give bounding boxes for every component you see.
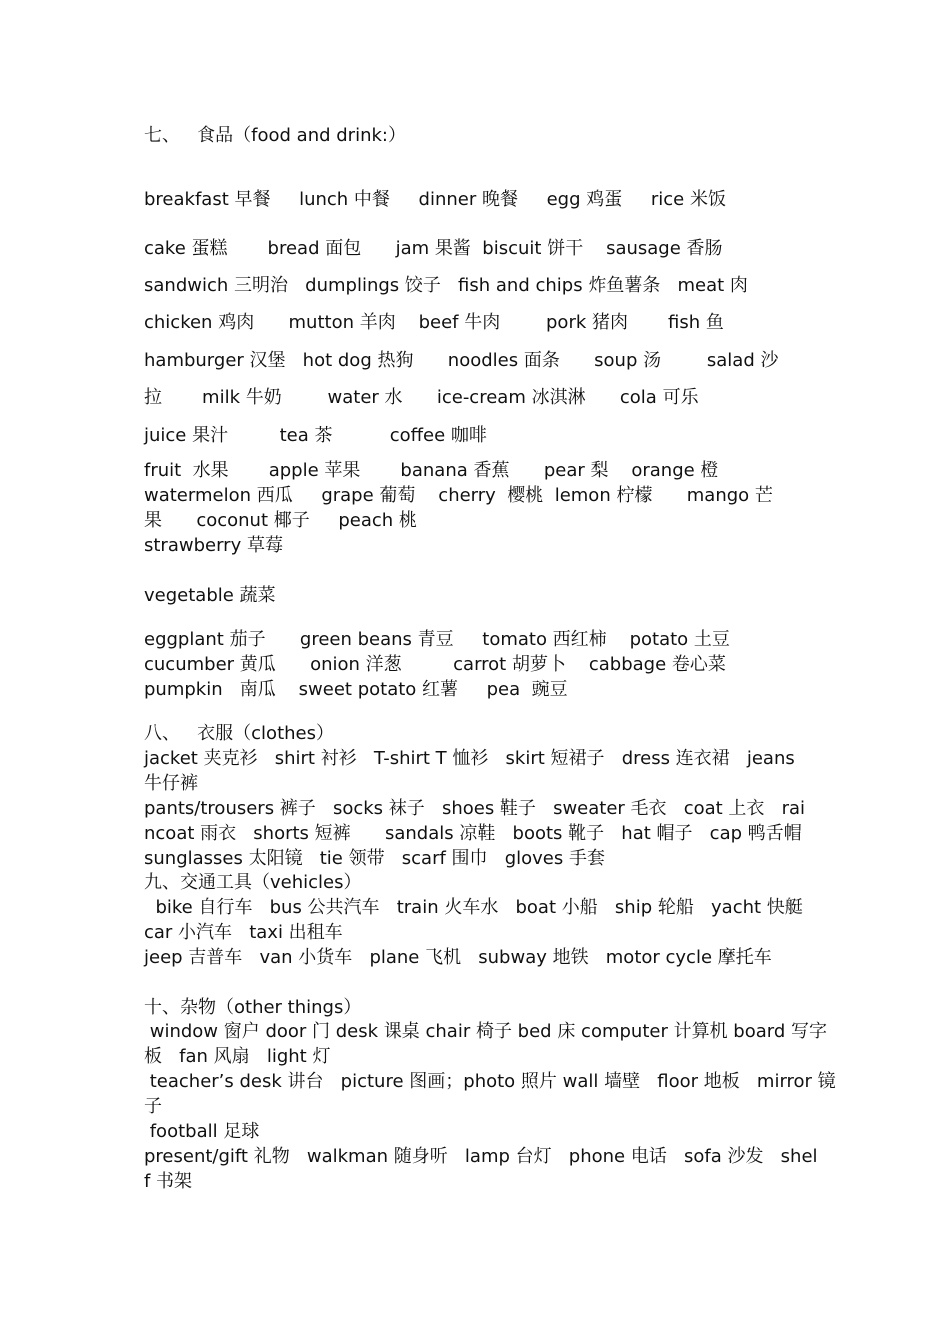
text-line: cucumber 黄瓜 onion 洋葱 carrot 胡萝卜 cabbage 卷心菜	[144, 654, 726, 675]
text-line: football 足球	[144, 1121, 260, 1142]
subheading-vegetable: vegetable 蔬菜	[144, 585, 276, 606]
text-line: 子	[144, 1096, 162, 1117]
text-line: 拉 milk 牛奶 water 水 ice-cream 冰淇淋 cola 可乐	[144, 387, 699, 408]
text-line: pants/trousers 裤子 socks 袜子 shoes 鞋子 sweater 毛衣 coat 上衣 rai	[144, 798, 806, 819]
section-heading-food: 七、 食品（food and drink:）	[144, 125, 406, 146]
text-line: chicken 鸡肉 mutton 羊肉 beef 牛肉 pork 猪肉 fish 鱼	[144, 312, 724, 333]
text-line: car 小汽车 taxi 出租车	[144, 922, 343, 943]
text-line: strawberry 草莓	[144, 535, 283, 556]
section-heading-clothes: 八、 衣服（clothes）	[144, 723, 334, 744]
text-line: present/gift 礼物 walkman 随身听 lamp 台灯 phone 电话 sofa 沙发 shel	[144, 1146, 818, 1167]
text-line: ncoat 雨衣 shorts 短裤 sandals 凉鞋 boots 靴子 hat 帽子 cap 鸭舌帽	[144, 823, 802, 844]
text-line: jeep 吉普车 van 小货车 plane 飞机 subway 地铁 motor cycle 摩托车	[144, 947, 772, 968]
text-line: pumpkin 南瓜 sweet potato 红薯 pea 豌豆	[144, 679, 568, 700]
text-line: teacher’s desk 讲台 picture 图画；photo 照片 wall 墙壁 floor 地板 mirror 镜	[144, 1071, 836, 1092]
text-line: juice 果汁 tea 茶 coffee 咖啡	[144, 425, 487, 446]
text-line: sandwich 三明治 dumplings 饺子 fish and chips 炸鱼薯条 meat 肉	[144, 275, 748, 296]
text-line: eggplant 茄子 green beans 青豆 tomato 西红柿 potato 土豆	[144, 629, 730, 650]
text-line: 牛仔裤	[144, 773, 198, 794]
text-line: 板 fan 风扇 light 灯	[144, 1046, 331, 1067]
text-line: watermelon 西瓜 grape 葡萄 cherry 樱桃 lemon 柠檬 mango 芒	[144, 485, 773, 506]
text-line: bike 自行车 bus 公共汽车 train 火车水 boat 小船 ship 轮船 yacht 快艇	[144, 897, 803, 918]
text-line: hamburger 汉堡 hot dog 热狗 noodles 面条 soup 汤 salad 沙	[144, 350, 779, 371]
text-line: jacket 夹克衫 shirt 衬衫 T-shirt T 恤衫 skirt 短裙子 dress 连衣裙 jeans	[144, 748, 795, 769]
text-line: cake 蛋糕 bread 面包 jam 果酱 biscuit 饼干 sausage 香肠	[144, 238, 723, 259]
text-line: window 窗户 door 门 desk 课桌 chair 椅子 bed 床 computer 计算机 board 写字	[144, 1021, 827, 1042]
section-heading-other-things: 十、杂物（other things）	[144, 997, 362, 1018]
text-line: fruit 水果 apple 苹果 banana 香蕉 pear 梨 orange 橙	[144, 460, 719, 481]
text-line: sunglasses 太阳镜 tie 领带 scarf 围巾 gloves 手套	[144, 848, 605, 869]
text-line: f 书架	[144, 1171, 193, 1192]
text-line: 果 coconut 椰子 peach 桃	[144, 510, 417, 531]
text-line: breakfast 早餐 lunch 中餐 dinner 晚餐 egg 鸡蛋 rice 米饭	[144, 189, 726, 210]
section-heading-vehicles: 九、交通工具（vehicles）	[144, 872, 362, 893]
